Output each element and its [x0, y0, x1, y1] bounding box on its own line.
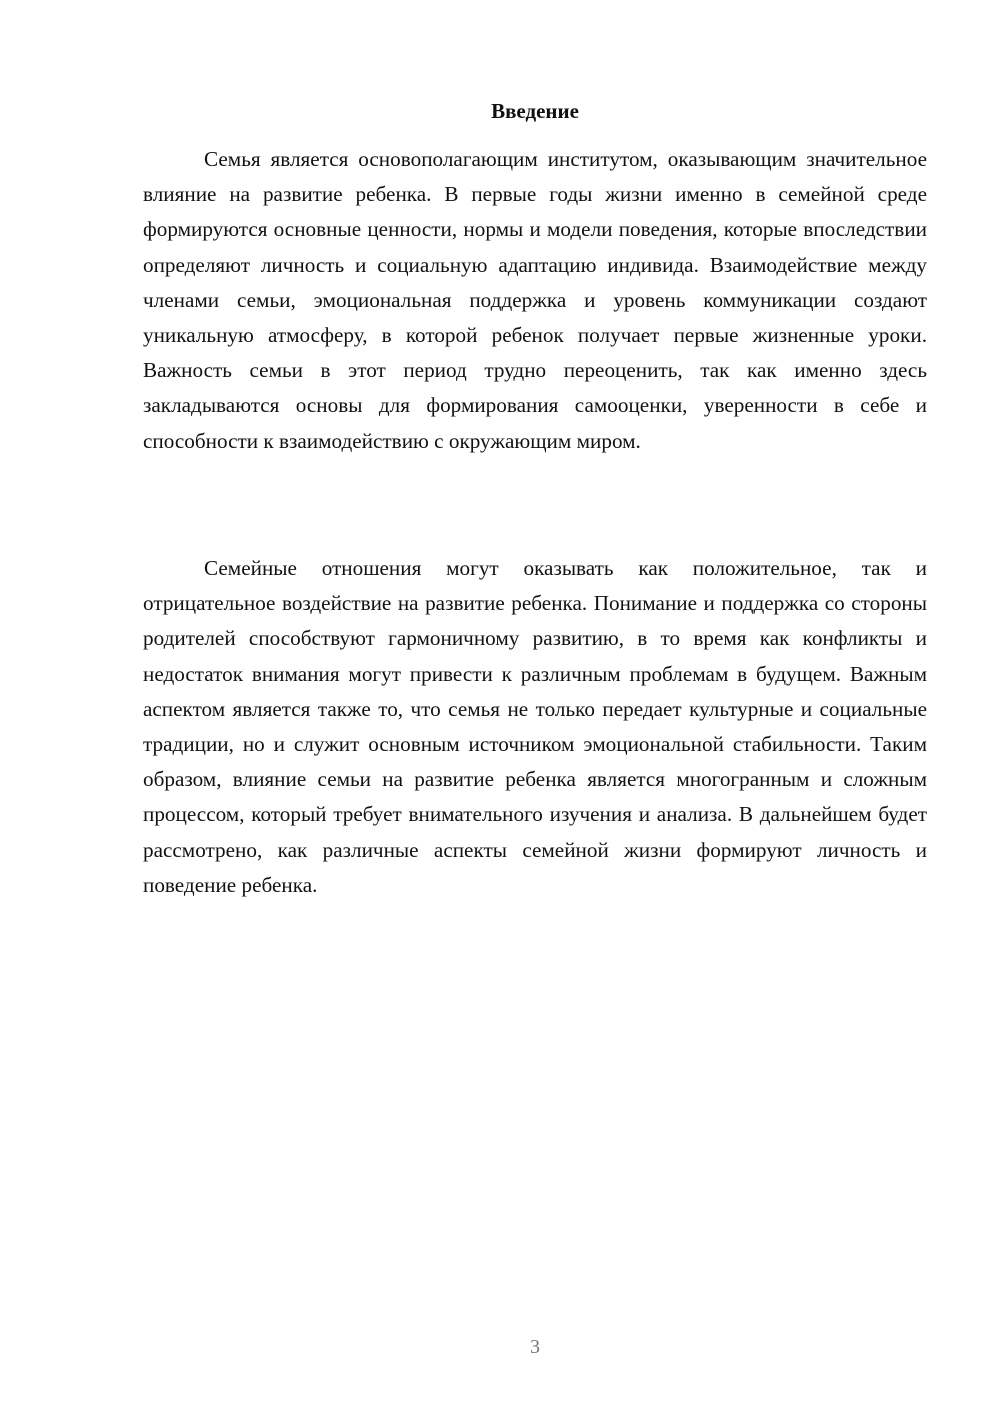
paragraph-2: Семейные отношения могут оказывать как положительное, так и отрицательное воздействие на развитие ребенка. Понимание и поддержка со стороны родителей способствуют гармоничному развитию, в то время как конфликты и недостаток внимания могут привести к различным проблемам в будущем. Важным аспектом является также то, что семья не только передает культурные и социальные традиции, но и служит основным источником эмоциональной стабильности. Таким образом, влияние семьи на развитие ребенка является многогранным и сложным процессом, который требует внимательного изучения и анализа. В дальнейшем будет рассмотрено, как различные аспекты семейной жизни формируют личность и поведение ребенка. — [143, 556, 927, 897]
paragraph-1: Семья является основополагающим институтом, оказывающим значительное влияние на развитие ребенка. В первые годы жизни именно в семейной среде формируются основные ценности, нормы и модели поведения, которые впоследствии определяют личность и социальную адаптацию индивида. Взаимодействие между членами семьи, эмоциональная поддержка и уровень коммуникации создают уникальную атмосферу, в которой ребенок получает первые жизненные уроки. Важность семьи в этот период трудно переоценить, так как именно здесь закладываются основы для формирования самооценки, уверенности в себе и способности к взаимодействию с окружающим миром. — [143, 147, 927, 453]
page-number: 3 — [530, 1336, 540, 1358]
section-title: Введение — [491, 99, 579, 123]
